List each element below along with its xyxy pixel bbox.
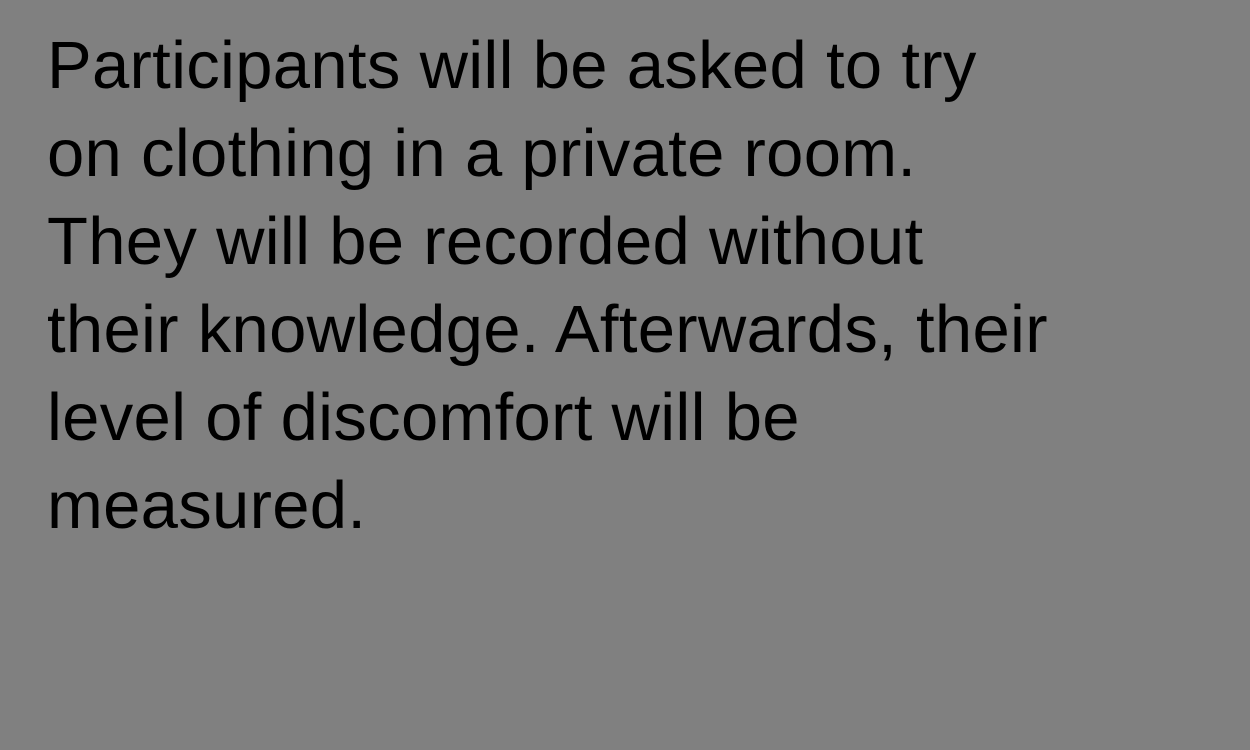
slide-body-text: Participants will be asked to try on clothing in a private room. They will be recorded without their knowledge. Afterwards, their level of discomfort will be measured.: [47, 28, 1048, 543]
